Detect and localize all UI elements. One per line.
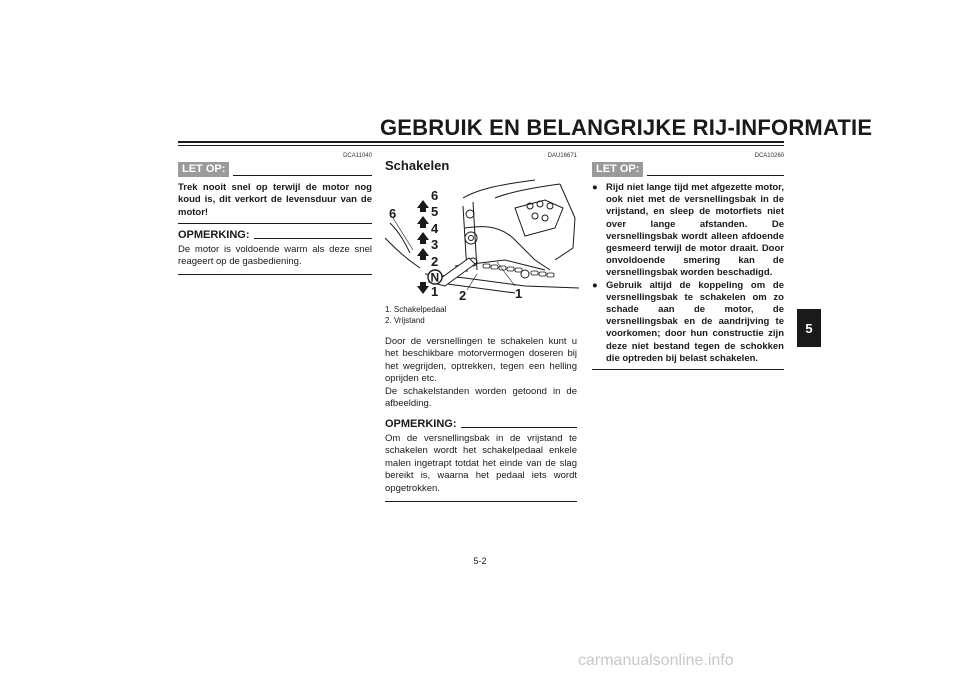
page-number: 5-2 (473, 556, 487, 566)
gear-label-4: 4 (431, 221, 439, 236)
body-paragraph: Door de versnellingen te schakelen kunt u het beschikbare motorvermogen doseren bij het wegrijden, optrekken, tegen een helling oprijden etc. (385, 336, 577, 385)
body-paragraph: De schakelstanden worden getoond in de afbeelding. (385, 385, 577, 410)
gear-label-neutral: N (430, 270, 440, 285)
caution-end-rule (178, 223, 372, 224)
caution-rule (647, 175, 784, 176)
section-body (385, 336, 577, 410)
note-text: De motor is voldoende warm als deze snel reageert op de gasbediening. (178, 244, 372, 268)
watermark: carmanualsonline.info (578, 652, 734, 669)
note-end-rule (178, 274, 372, 275)
list-item: ● Rijd niet lange tijd met afgezette motor, ook niet met de versnellingsbak in de vrijstand, en sleep de motorfiets niet over lange afstanden. De versnellingsbak wordt alleen afdoende gesmeerd terwijl de motor draait. Door onvoldoende smering kan de versnellingsbak worden beschadigd. (592, 182, 784, 279)
note-label: OPMERKING: (178, 229, 250, 241)
caution-code: DCA11040 (343, 153, 372, 159)
down-arrow-icon (417, 282, 429, 294)
note-end-rule (385, 501, 577, 502)
gear-label-6: 6 (431, 188, 439, 203)
figure-captions (385, 304, 579, 326)
gear-label-5: 5 (431, 204, 439, 219)
shift-pattern-figure (385, 178, 579, 302)
bullet-icon: ● (592, 279, 598, 291)
callout-2: 2 (459, 288, 467, 302)
caution-end-rule (592, 369, 784, 370)
caution-block (178, 162, 372, 224)
section-title: Schakelen (385, 158, 450, 173)
note-block (385, 418, 577, 502)
caution-rule (233, 175, 372, 176)
section-code: DAU16671 (547, 153, 577, 159)
caution-text: Trek nooit snel op terwijl de motor nog koud is, dit verkort de levensduur van de motor! (178, 182, 372, 218)
note-block (178, 229, 372, 275)
note-text: Om de versnellingsbak in de vrijstand te schakelen wordt het schakelpedaal enkele malen ingetrapt totdat het einde van de slag bereikt is, waarna het pedaal iets wordt opgetrokken. (385, 433, 577, 494)
note-rule (461, 427, 578, 428)
caution-label: LET OP: (178, 162, 229, 177)
chapter-tab: 5 (797, 309, 821, 347)
caution-code: DCA10260 (754, 153, 784, 159)
gear-label-1: 1 (431, 284, 439, 299)
header-rule (178, 141, 784, 143)
caption-item: 1. Schakelpedaal (385, 305, 447, 314)
motorcycle-shift-pedal-illustration (385, 178, 579, 302)
caption-item: 2. Vrijstand (385, 316, 425, 325)
callout-6: 6 (389, 206, 397, 221)
caution-label: LET OP: (592, 162, 643, 177)
gear-label-2: 2 (431, 254, 439, 269)
gear-label-3: 3 (431, 237, 439, 252)
note-rule (254, 238, 373, 239)
header-rule-thin (178, 145, 784, 146)
bullet-icon: ● (592, 182, 598, 193)
list-item: ● Gebruik altijd de koppeling om de versnellingsbak te schakelen om zo schade aan de motor, de versnellingsbak en de aandrijving te voorkomen; door hun constructie zijn deze niet bestand tegen de schokken die optreden bij belast schakelen. (592, 279, 784, 364)
caution-block (592, 162, 784, 370)
caution-list (592, 182, 784, 365)
up-arrow-icon (417, 232, 429, 244)
note-label: OPMERKING: (385, 418, 457, 430)
callout-1: 1 (515, 286, 523, 301)
up-arrow-icon (417, 216, 429, 228)
up-arrow-icon (417, 200, 429, 212)
up-arrow-icon (417, 248, 429, 260)
page-title: GEBRUIK EN BELANGRIJKE RIJ-INFORMATIE (380, 115, 873, 140)
